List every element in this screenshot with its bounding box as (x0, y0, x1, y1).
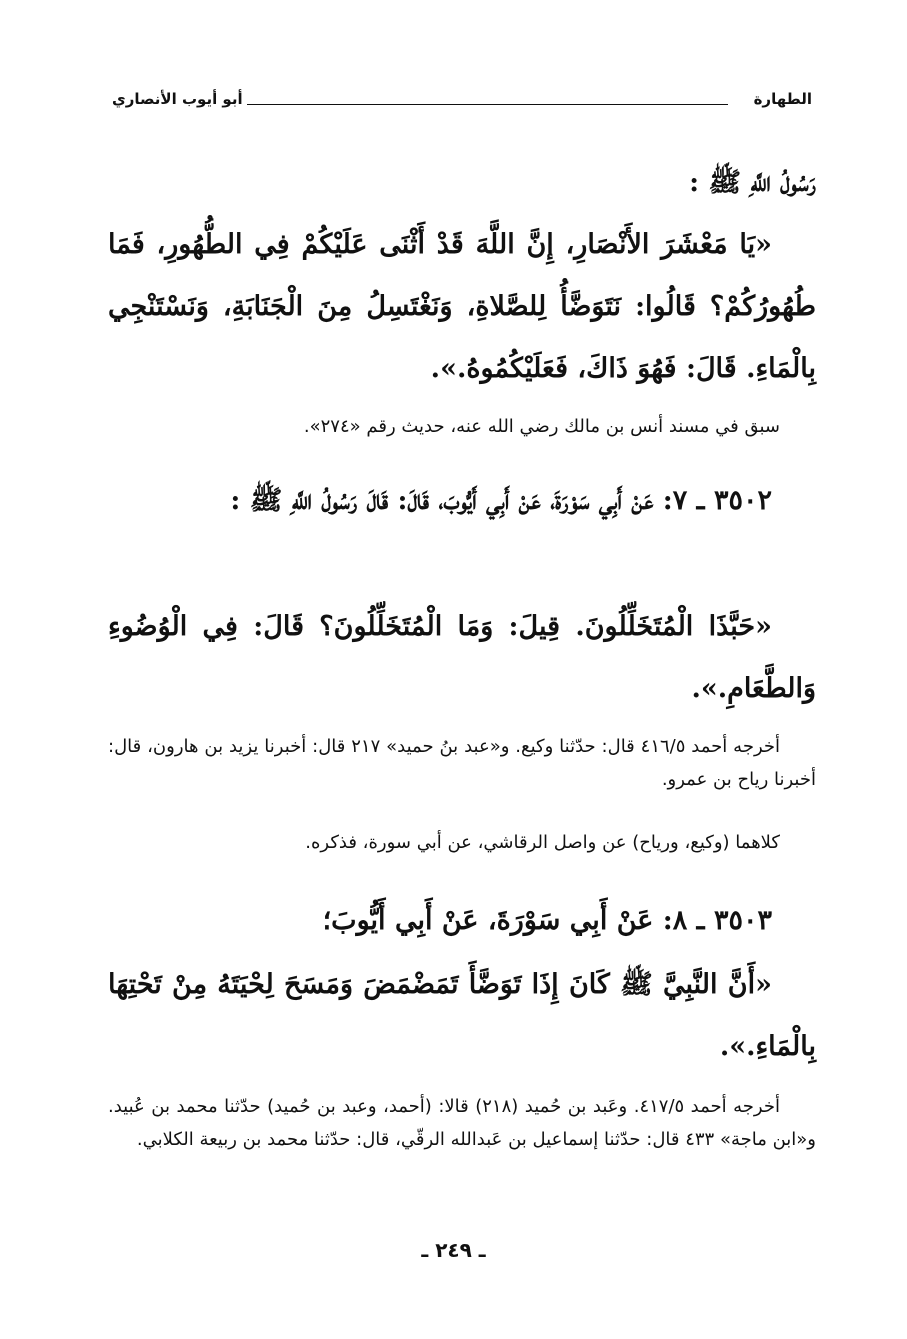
hadith-text: «أَنَّ النَّبِيَّ ﷺ كَانَ إِذَا تَوَضَّأَ تَمَضْمَضَ وَمَسَحَ لِحْيَتَهُ مِنْ تَحْتِهَا بِالْمَاءِ.». (108, 969, 816, 1062)
takhrij-note: أخرجه أحمد ٤١٧/٥. وعَبد بن حُميد (٢١٨) قالا: (أحمد، وعبد بن حُميد) حدّثنا محمد بن عُبيد. و«ابن ماجة» ٤٣٣ قال: حدّثنا إسماعيل بن عَبدالله الرقّي، قال: حدّثنا محمد بن ربيعة الكلابي. (108, 1096, 816, 1150)
running-header (112, 86, 812, 116)
takhrij-note: أخرجه أحمد ٤١٦/٥ قال: حدّثنا وكيع. و«عبد بنُ حميد» ٢١٧ قال: أخبرنا يزيد بن هارون، قال: أخبرنا رياح بن عمرو. (108, 736, 816, 790)
hadith-heading-3503: ٣٥٠٣ ـ ٨: عَنْ أَبِي سَوْرَةَ، عَنْ أَبِي أَيُّوبَ؛ (322, 905, 772, 936)
hadith-text: «حَبَّذَا الْمُتَخَلِّلُونَ. قِيلَ: وَمَا الْمُتَخَلِّلُونَ؟ قَالَ: فِي الْوُضُوءِ وَالطَّعَامِ.». (108, 611, 816, 704)
page-number: ـ ٢٤٩ ـ (421, 1238, 486, 1262)
footnote-reference: سبق في مسند أنس بن مالك رضي الله عنه، حديث رقم «٢٧٤». (303, 416, 780, 437)
chapter-title: أبو أيوب الأنصاري (112, 90, 247, 108)
hadith-text: «يَا مَعْشَرَ الأَنْصَارِ، إِنَّ اللَّهَ قَدْ أَثْنَى عَلَيْكُمْ فِي الطُّهُورِ، فَمَا طُهُورُكُمْ؟ قَالُوا: نَتَوَضَّأُ لِلصَّلاةِ، وَنَغْتَسِلُ مِنَ الْجَنَابَةِ، وَنَسْتَنْجِي بِالْمَاءِ. قَالَ: فَهُوَ ذَاكَ، فَعَلَيْكُمُوهُ.». (108, 229, 816, 384)
hadith-heading-3502: ٣٥٠٢ ـ ٧: عَنْ أَبِي سَوْرَةَ، عَنْ أَبِي أَيُّوبَ، قَالَ: قَالَ رَسُولُ اللَّهِ ﷺ : (230, 485, 772, 516)
takhrij-note: كلاهما (وكيع، ورياح) عن واصل الرقاشي، عن أبي سورة، فذكره. (305, 832, 780, 853)
hadith-text-continuation: رَسُولُ اللَّهِ ﷺ : (689, 167, 816, 198)
section-title: الطهارة (750, 90, 812, 108)
header-rule (228, 104, 728, 105)
